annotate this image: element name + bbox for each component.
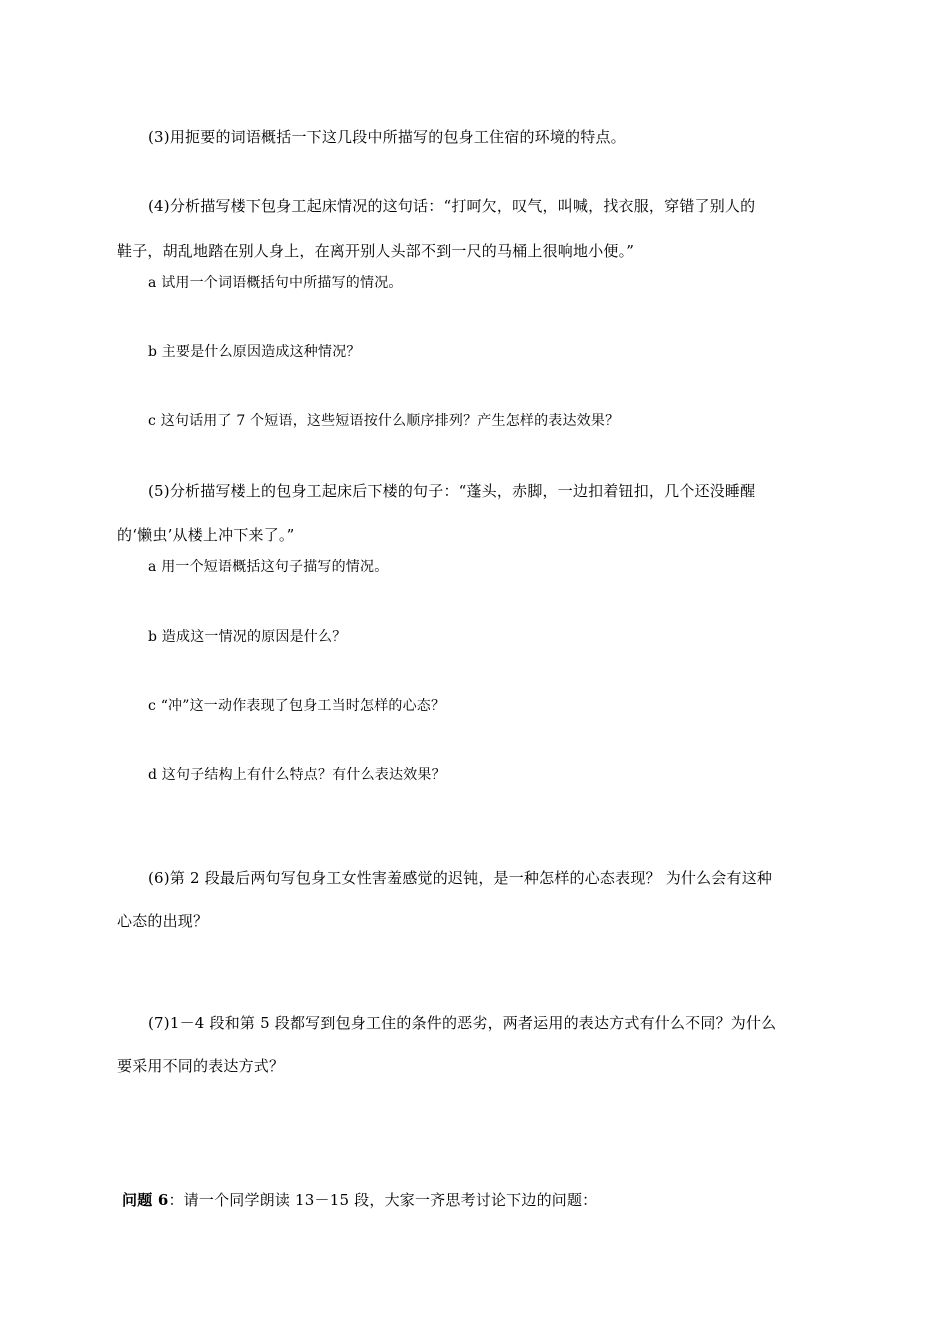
problem-6-text: ：请一个同学朗读 13－15 段，大家一齐思考讨论下边的问题： [168, 1191, 598, 1209]
question-4-sub-c: c 这句话用了 7 个短语，这些短语按什么顺序排列？产生怎样的表达效果？ [148, 413, 620, 429]
question-4-sub-a: a 试用一个词语概括句中所描写的情况。 [148, 275, 403, 291]
problem-6-heading [122, 1190, 597, 1210]
question-4-line-2: 鞋子，胡乱地踏在别人身上，在离开别人头部不到一尺的马桶上很响地小便。” [117, 242, 635, 260]
question-3: (3)用扼要的词语概括一下这几段中所描写的包身工住宿的环境的特点。 [148, 128, 626, 146]
question-4-sub-b: b 主要是什么原因造成这种情况？ [148, 344, 361, 360]
question-7-line-1: (7)1－4 段和第 5 段都写到包身工住的条件的恶劣，两者运用的表达方式有什么不同？为什么 [148, 1014, 777, 1032]
question-4-line-1: (4)分析描写楼下包身工起床情况的这句话：“打呵欠，叹气，叫喊，找衣服，穿错了别人的 [148, 197, 756, 215]
question-5-sub-c: c “冲”这一动作表现了包身工当时怎样的心态？ [148, 698, 446, 714]
question-6-line-2: 心态的出现？ [117, 912, 209, 930]
question-5-line-1: (5)分析描写楼上的包身工起床后下楼的句子：“蓬头，赤脚，一边扣着钮扣，几个还没睡醒 [148, 482, 756, 500]
question-5-sub-a: a 用一个短语概括这句子描写的情况。 [148, 559, 389, 575]
question-5-sub-d: d 这句子结构上有什么特点？有什么表达效果？ [148, 767, 446, 783]
question-5-line-2: 的‘懒虫’从楼上冲下来了。” [117, 526, 295, 544]
question-5-sub-b: b 造成这一情况的原因是什么？ [148, 629, 347, 645]
question-7-line-2: 要采用不同的表达方式？ [117, 1057, 285, 1075]
problem-6-label: 问题 6 [122, 1191, 169, 1209]
question-6-line-1: (6)第 2 段最后两句写包身工女性害羞感觉的迟钝，是一种怎样的心态表现？ 为什么会有这种 [148, 869, 773, 887]
